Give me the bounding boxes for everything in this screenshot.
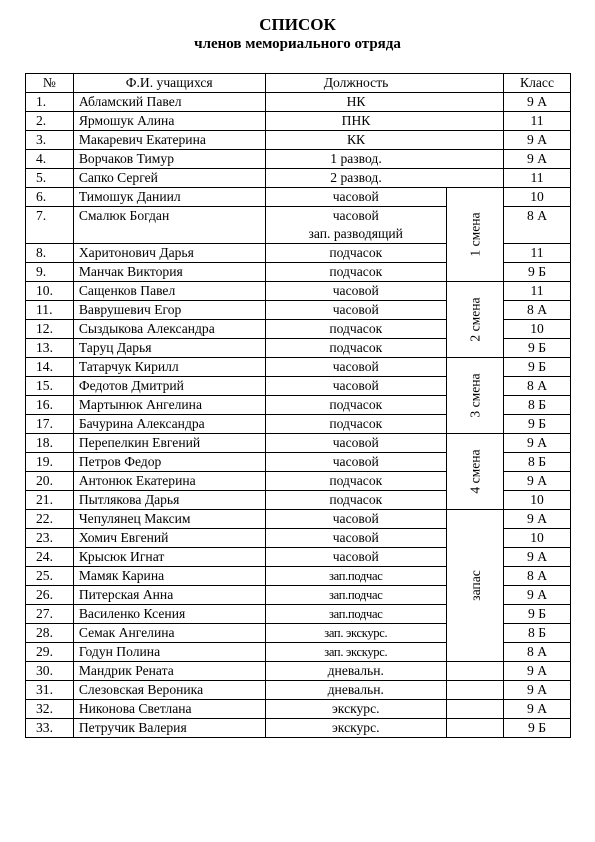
student-name: Ярмошук Алина — [73, 111, 265, 130]
position-cell — [265, 452, 446, 471]
class-cell: 9 А — [504, 547, 571, 566]
table-row — [26, 111, 571, 130]
position-cell — [265, 168, 446, 187]
table-row — [26, 92, 571, 111]
student-name: Мартынюк Ангелина — [73, 395, 265, 414]
table-row — [26, 661, 571, 680]
table-row — [26, 149, 571, 168]
student-name: Перепелкин Евгений — [73, 433, 265, 452]
row-number: 8. — [26, 243, 74, 262]
student-name: Никонова Светлана — [73, 699, 265, 718]
row-number: 17. — [26, 414, 74, 433]
class-cell: 8 А — [504, 566, 571, 585]
table-row — [26, 509, 571, 528]
class-cell: 9 Б — [504, 718, 571, 737]
position-cell — [265, 338, 446, 357]
student-name: Абламский Павел — [73, 92, 265, 111]
class-cell: 9 А — [504, 699, 571, 718]
class-cell: 9 А — [504, 130, 571, 149]
class-cell: 9 Б — [504, 414, 571, 433]
position-text: экскурс. — [331, 719, 380, 735]
class-cell: 8 Б — [504, 395, 571, 414]
position-text: часовой — [332, 207, 379, 223]
row-number: 16. — [26, 395, 74, 414]
student-name: Тимошук Даниил — [73, 187, 265, 206]
position-cell — [265, 149, 446, 168]
class-cell: 8 Б — [504, 623, 571, 642]
student-name: Ворчаков Тимур — [73, 149, 265, 168]
row-number: 7. — [26, 206, 74, 243]
position-cell — [265, 262, 446, 281]
position-text: часовой — [332, 510, 379, 526]
position-text: зап.подчас — [329, 606, 383, 621]
row-number: 33. — [26, 718, 74, 737]
document-title: СПИСОК — [259, 15, 336, 34]
position-text: КК — [346, 131, 366, 147]
position-text: подчасок — [329, 415, 383, 431]
row-number: 9. — [26, 262, 74, 281]
table-row — [26, 699, 571, 718]
class-cell: 9 А — [504, 585, 571, 604]
header-name: Ф.И. учащихся — [73, 74, 265, 93]
class-cell: 9 А — [504, 509, 571, 528]
position-cell — [265, 300, 446, 319]
class-cell: 11 — [504, 168, 571, 187]
row-number: 18. — [26, 433, 74, 452]
members-table — [25, 73, 571, 738]
position-cell — [265, 243, 446, 262]
position-cell — [265, 585, 446, 604]
document-subtitle: членов мемориального отряда — [194, 36, 401, 52]
position-text: зап. экскурс. — [324, 625, 388, 640]
student-name: Мамяк Карина — [73, 566, 265, 585]
position-text: 2 развод. — [330, 169, 382, 185]
shift-cell — [446, 281, 503, 357]
student-name: Манчак Виктория — [73, 262, 265, 281]
row-number: 12. — [26, 319, 74, 338]
position-text: подчасок — [329, 320, 383, 336]
student-name: Сапко Сергей — [73, 168, 265, 187]
shift-label: 4 смена — [467, 449, 483, 494]
shift-cell-empty — [446, 149, 503, 168]
class-cell: 10 — [504, 490, 571, 509]
row-number: 11. — [26, 300, 74, 319]
student-name: Таруц Дарья — [73, 338, 265, 357]
row-number: 25. — [26, 566, 74, 585]
position-cell — [265, 281, 446, 300]
student-name: Смалюк Богдан — [73, 206, 265, 243]
position-cell — [265, 680, 446, 699]
shift-label: 3 смена — [467, 373, 483, 418]
class-cell: 11 — [504, 243, 571, 262]
shift-cell-empty — [446, 718, 503, 737]
class-cell: 10 — [504, 528, 571, 547]
row-number: 15. — [26, 376, 74, 395]
student-name: Петручик Валерия — [73, 718, 265, 737]
student-name: Харитонович Дарья — [73, 243, 265, 262]
shift-label: 2 смена — [467, 297, 483, 342]
class-cell: 8 А — [504, 642, 571, 661]
position-cell — [265, 661, 446, 680]
student-name: Годун Полина — [73, 642, 265, 661]
position-text: дневальн. — [327, 662, 384, 678]
student-name: Пытлякова Дарья — [73, 490, 265, 509]
position-cell — [265, 547, 446, 566]
row-number: 20. — [26, 471, 74, 490]
shift-label: запас — [467, 569, 483, 601]
class-cell: 8 А — [504, 376, 571, 395]
table-header-row — [26, 74, 571, 93]
class-cell: 10 — [504, 187, 571, 206]
position-cell — [265, 699, 446, 718]
header-position: Должность — [265, 74, 446, 93]
position-text: ПНК — [341, 112, 371, 128]
table-row — [26, 718, 571, 737]
shift-cell-empty — [446, 680, 503, 699]
position-cell — [265, 566, 446, 585]
student-name: Петров Федор — [73, 452, 265, 471]
student-name: Ваврушевич Егор — [73, 300, 265, 319]
table-row — [26, 168, 571, 187]
row-number: 24. — [26, 547, 74, 566]
student-name: Сащенков Павел — [73, 281, 265, 300]
position-cell — [265, 319, 446, 338]
shift-label: 1 смена — [467, 212, 483, 257]
position-text: зап. экскурс. — [324, 644, 388, 659]
position-cell — [265, 130, 446, 149]
shift-cell-empty — [446, 111, 503, 130]
row-number: 21. — [26, 490, 74, 509]
position-cell — [265, 357, 446, 376]
table-row — [26, 357, 571, 376]
position-text: часовой — [332, 377, 379, 393]
position-cell — [265, 376, 446, 395]
class-cell: 11 — [504, 111, 571, 130]
class-cell: 9 Б — [504, 357, 571, 376]
row-number: 5. — [26, 168, 74, 187]
position-cell — [265, 528, 446, 547]
position-cell — [265, 604, 446, 623]
position-cell — [265, 490, 446, 509]
class-cell: 9 Б — [504, 262, 571, 281]
position-text: зап.подчас — [329, 568, 383, 583]
shift-cell-empty — [446, 699, 503, 718]
position-cell — [265, 471, 446, 490]
position-text: часовой — [332, 301, 379, 317]
table-body — [26, 92, 571, 737]
row-number: 13. — [26, 338, 74, 357]
shift-cell — [446, 433, 503, 509]
class-cell: 9 Б — [504, 338, 571, 357]
position-text: часовой — [332, 188, 379, 204]
position-text: подчасок — [329, 472, 383, 488]
shift-cell — [446, 357, 503, 433]
position-text: часовой — [332, 529, 379, 545]
class-cell: 9 А — [504, 433, 571, 452]
table-row — [26, 680, 571, 699]
student-name: Антонюк Екатерина — [73, 471, 265, 490]
header-num: № — [26, 74, 74, 93]
position-text: экскурс. — [331, 700, 380, 716]
row-number: 2. — [26, 111, 74, 130]
student-name: Семак Ангелина — [73, 623, 265, 642]
class-cell: 9 А — [504, 92, 571, 111]
position-text: часовой — [332, 434, 379, 450]
row-number: 29. — [26, 642, 74, 661]
position-text: подчасок — [329, 491, 383, 507]
shift-cell — [446, 187, 503, 281]
position-text: часовой — [332, 282, 379, 298]
position-text-secondary: зап. разводящий — [308, 225, 403, 241]
header-position-spacer — [446, 74, 503, 93]
shift-cell-empty — [446, 168, 503, 187]
student-name: Мандрик Рената — [73, 661, 265, 680]
position-text: 1 развод. — [330, 150, 382, 166]
row-number: 28. — [26, 623, 74, 642]
position-text: подчасок — [329, 396, 383, 412]
class-cell: 9 А — [504, 680, 571, 699]
position-text: дневальн. — [327, 681, 384, 697]
position-text: подчасок — [329, 244, 383, 260]
position-text: часовой — [332, 548, 379, 564]
shift-cell-empty — [446, 130, 503, 149]
position-cell — [265, 642, 446, 661]
position-cell — [265, 187, 446, 206]
position-cell — [265, 718, 446, 737]
class-cell: 10 — [504, 319, 571, 338]
student-name: Питерская Анна — [73, 585, 265, 604]
class-cell: 9 А — [504, 661, 571, 680]
student-name: Сыздыкова Александра — [73, 319, 265, 338]
student-name: Крысюк Игнат — [73, 547, 265, 566]
row-number: 19. — [26, 452, 74, 471]
row-number: 10. — [26, 281, 74, 300]
student-name: Макаревич Екатерина — [73, 130, 265, 149]
row-number: 32. — [26, 699, 74, 718]
row-number: 6. — [26, 187, 74, 206]
student-name: Хомич Евгений — [73, 528, 265, 547]
student-name: Бачурина Александра — [73, 414, 265, 433]
class-cell: 11 — [504, 281, 571, 300]
class-cell: 8 А — [504, 300, 571, 319]
class-cell: 9 А — [504, 471, 571, 490]
student-name: Василенко Ксения — [73, 604, 265, 623]
student-name: Слезовская Вероника — [73, 680, 265, 699]
position-cell — [265, 395, 446, 414]
table-row — [26, 281, 571, 300]
position-text: часовой — [332, 453, 379, 469]
header-class: Класс — [504, 74, 571, 93]
position-text: подчасок — [329, 263, 383, 279]
class-cell: 8 А — [504, 206, 571, 243]
student-name: Федотов Дмитрий — [73, 376, 265, 395]
position-cell — [265, 92, 446, 111]
position-text: НК — [346, 93, 366, 109]
position-cell — [265, 111, 446, 130]
row-number: 22. — [26, 509, 74, 528]
position-text: зап.подчас — [329, 587, 383, 602]
table-row — [26, 187, 571, 206]
class-cell: 9 Б — [504, 604, 571, 623]
row-number: 3. — [26, 130, 74, 149]
table-row — [26, 130, 571, 149]
position-cell — [265, 509, 446, 528]
position-text: подчасок — [329, 339, 383, 355]
position-cell — [265, 206, 446, 243]
class-cell: 9 А — [504, 149, 571, 168]
row-number: 14. — [26, 357, 74, 376]
student-name: Чепулянец Максим — [73, 509, 265, 528]
row-number: 23. — [26, 528, 74, 547]
class-cell: 8 Б — [504, 452, 571, 471]
shift-cell — [446, 509, 503, 661]
row-number: 27. — [26, 604, 74, 623]
row-number: 1. — [26, 92, 74, 111]
row-number: 31. — [26, 680, 74, 699]
row-number: 4. — [26, 149, 74, 168]
student-name: Татарчук Кирилл — [73, 357, 265, 376]
position-text: часовой — [332, 358, 379, 374]
table-row — [26, 433, 571, 452]
position-cell — [265, 414, 446, 433]
row-number: 26. — [26, 585, 74, 604]
position-cell — [265, 433, 446, 452]
position-cell — [265, 623, 446, 642]
shift-cell-empty — [446, 92, 503, 111]
row-number: 30. — [26, 661, 74, 680]
shift-cell-empty — [446, 661, 503, 680]
